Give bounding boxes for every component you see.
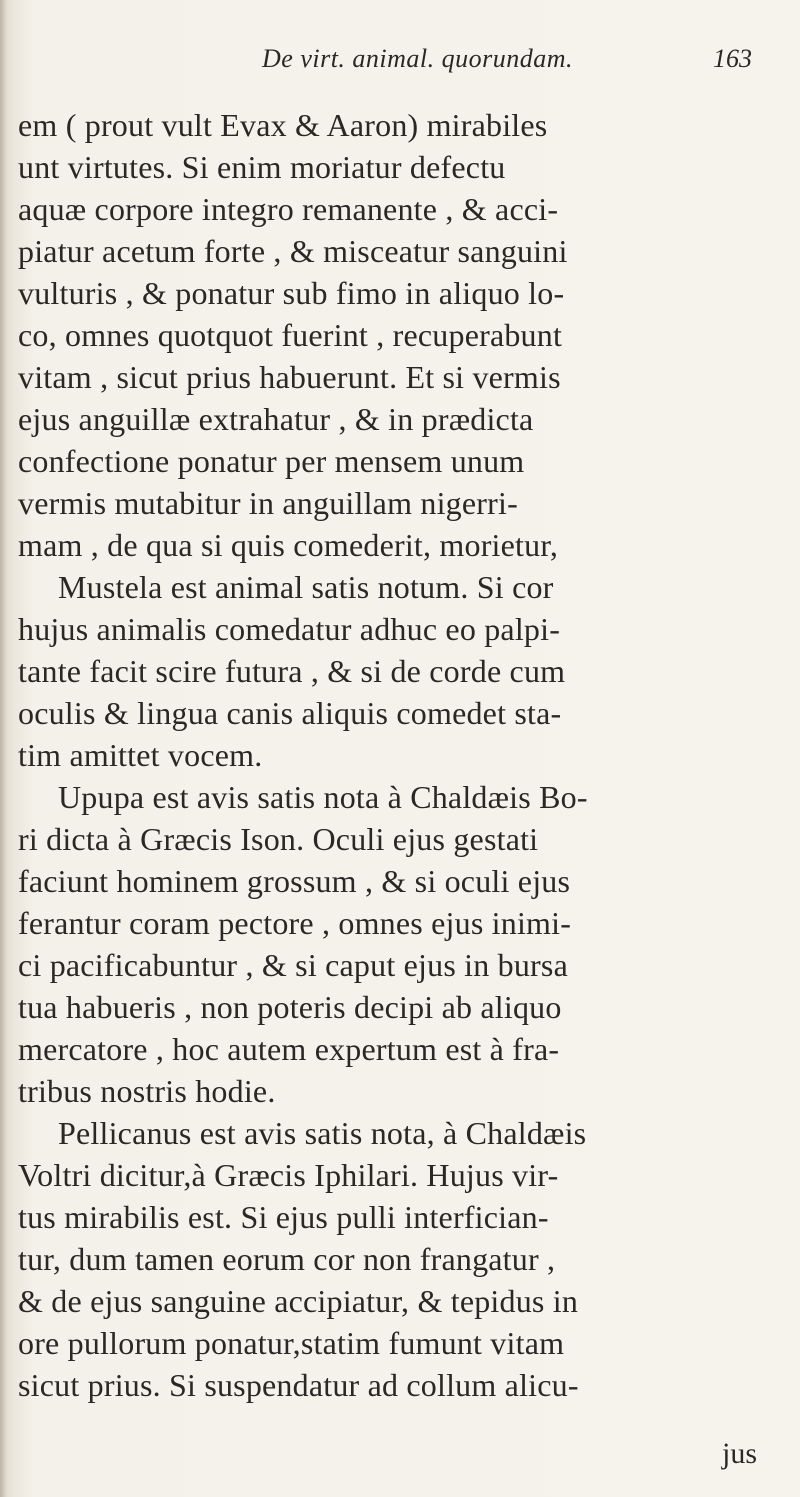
text-line: tante facit scire futura , & si de corde cum xyxy=(18,653,566,689)
text-line: ferantur coram pectore , omnes ejus inimi- xyxy=(18,905,572,941)
text-line: ri dicta à Græcis Ison. Oculi ejus gestati xyxy=(18,821,539,857)
text-line: confectione ponatur per mensem unum xyxy=(18,443,525,479)
text-line: mam , de qua si quis comederit, morietur, xyxy=(18,527,559,563)
text-line: ore pullorum ponatur,statim fumunt vitam xyxy=(18,1325,565,1361)
text-line: hujus animalis comedatur adhuc eo palpi- xyxy=(18,611,561,647)
text-line: Pellicanus est avis satis nota, à Chaldæis xyxy=(58,1115,587,1151)
text-line: Upupa est avis satis nota à Chaldæis Bo- xyxy=(58,779,588,815)
text-line: ci pacificabuntur , & si caput ejus in bursa xyxy=(18,947,568,983)
text-line: tus mirabilis est. Si ejus pulli interfician- xyxy=(18,1199,549,1235)
page-number: 163 xyxy=(713,44,752,73)
text-line: mercatore , hoc autem expertum est à fra- xyxy=(18,1031,560,1067)
text-line: tribus nostris hodie. xyxy=(18,1073,276,1109)
text-line: sicut prius. Si suspendatur ad collum alicu- xyxy=(18,1367,579,1403)
catchword: jus xyxy=(722,1437,758,1470)
text-line: vermis mutabitur in anguillam nigerri- xyxy=(18,485,518,521)
text-line: & de ejus sanguine accipiatur, & tepidus in xyxy=(18,1283,579,1319)
text-line: Mustela est animal satis notum. Si cor xyxy=(58,569,554,605)
text-line: tua habueris , non poteris decipi ab aliquo xyxy=(18,989,562,1025)
page-gutter-edge xyxy=(0,0,6,1497)
text-line: oculis & lingua canis aliquis comedet sta- xyxy=(18,695,562,731)
text-line: tur, dum tamen eorum cor non frangatur , xyxy=(18,1241,556,1277)
page-header xyxy=(0,32,800,72)
text-line: em ( prout vult Evax & Aaron) mirabiles xyxy=(18,107,548,143)
text-line: co, omnes quotquot fuerint , recuperabunt xyxy=(18,317,563,353)
running-head: De virt. animal. quorundam. xyxy=(262,44,574,73)
text-line: aquæ corpore integro remanente , & acci- xyxy=(18,191,559,227)
text-line: piatur acetum forte , & misceatur sanguini xyxy=(18,233,568,269)
text-line: unt virtutes. Si enim moriatur defectu xyxy=(18,149,506,185)
text-line: tim amittet vocem. xyxy=(18,737,263,773)
text-line: vulturis , & ponatur sub fimo in aliquo lo- xyxy=(18,275,565,311)
text-line: faciunt hominem grossum , & si oculi ejus xyxy=(18,863,571,899)
text-line: ejus anguillæ extrahatur , & in prædicta xyxy=(18,401,534,437)
text-line: vitam , sicut prius habuerunt. Et si vermis xyxy=(18,359,561,395)
text-line: Voltri dicitur,à Græcis Iphilari. Hujus vir- xyxy=(18,1157,559,1193)
